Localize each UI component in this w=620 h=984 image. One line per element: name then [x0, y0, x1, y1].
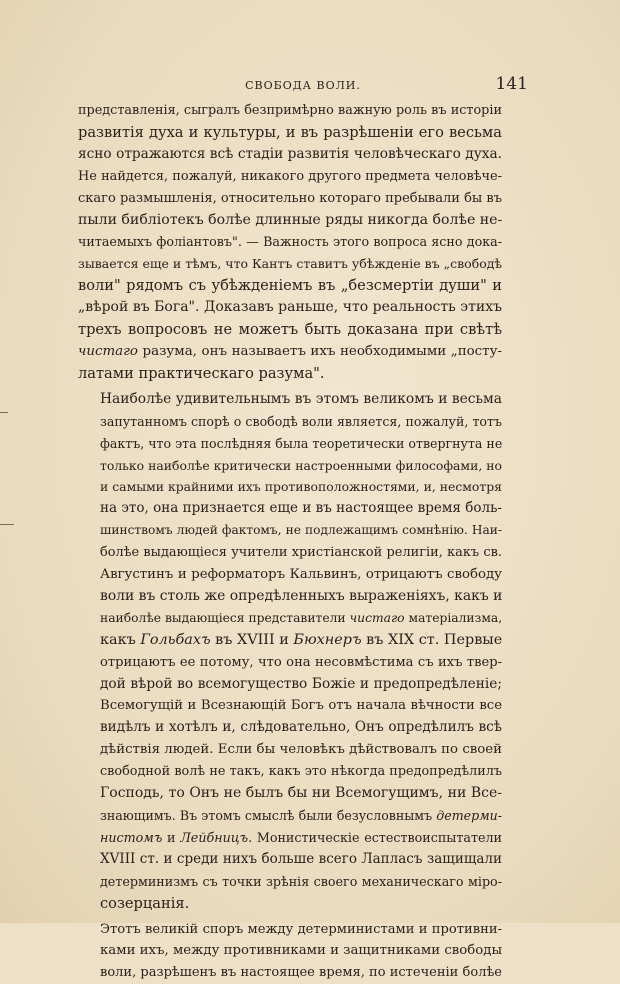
text-line: болѣе выдающіеся учители христіанской религіи, какъ св.: [100, 545, 502, 561]
text-line: созерцанія.: [100, 894, 190, 912]
text-line: Наиболѣе удивительнымъ въ этомъ великомъ и весьма: [100, 390, 502, 407]
text-line: ками ихъ, между противниками и защитниками свободы: [100, 943, 503, 959]
text-line: нистомъ и Лейбницъ. Монистическіе естествоиспытатели: [100, 829, 502, 845]
text-line: фактъ, что эта послѣдняя была теоретически отвергнута не: [100, 435, 503, 451]
text-line: пыли библіотекъ болѣе длинные ряды никогда болѣе не-: [78, 211, 503, 228]
text-line: развитія духа и культуры, и въ разрѣшеніи его весьма: [78, 123, 502, 141]
text-line: на это, она признается еще и въ настоящее время боль-: [100, 500, 502, 517]
running-title: СВОБОДА ВОЛИ.: [245, 79, 361, 92]
text-line: наиболѣе выдающіеся представители чистаго матеріализма,: [100, 610, 503, 625]
paragraph-2: [78, 389, 502, 915]
text-line: шинствомъ людей фактомъ, не подлежащимъ сомнѣнію. Наи-: [100, 523, 502, 538]
text-line: XVIII ст. и среди нихъ больше всего Лапласъ защищали: [100, 850, 502, 867]
text-line: воли" рядомъ съ убѣжденіемъ въ „безсмертіи души" и: [78, 277, 502, 295]
text-line: Этотъ великій споръ между детерминистами и противни-: [100, 921, 502, 937]
margin-mark: [0, 412, 8, 413]
margin-mark: [0, 524, 14, 525]
text-line: запутанномъ спорѣ о свободѣ воли является, пожалуй, тотъ: [100, 413, 502, 429]
text-line: видѣлъ и хотѣлъ и, слѣдовательно, Онъ опредѣлилъ всѣ: [100, 719, 502, 736]
body-text: [78, 100, 502, 984]
text-line: читаемыхъ фоліантовъ". — Важность этого вопроса ясно дока-: [78, 234, 502, 250]
text-line: знающимъ. Въ этомъ смыслѣ были безусловнымъ детерми-: [100, 808, 502, 823]
text-line: и самыми крайними ихъ противоположностями, и, несмотря: [100, 479, 502, 495]
text-line: воли въ столь же опредѣленныхъ выраженіяхъ, какъ и: [100, 587, 503, 604]
text-line: Не найдется, пожалуй, никакого другого предмета человѣче-: [78, 168, 502, 184]
text-line: представленія, сыгралъ безпримѣрно важную роль въ исторіи: [78, 103, 502, 118]
text-line: зывается еще и тѣмъ, что Кантъ ставитъ убѣжденіе въ „свободѣ: [78, 256, 502, 272]
text-line: скаго размышленія, относительно котораго пребывали бы въ: [78, 190, 502, 206]
text-line: Всемогущій и Всезнающій Богъ отъ начала вѣчности все: [100, 698, 502, 714]
text-line: чистаго разума, онъ называетъ ихъ необходимыми „посту-: [78, 343, 502, 359]
paragraph-1: [78, 100, 502, 385]
text-line: Господь, то Онъ не былъ бы ни Всемогущимъ, ни Все-: [100, 785, 502, 802]
text-line: свободной волѣ не такъ, какъ это нѣкогда предопредѣлилъ: [100, 764, 502, 780]
text-line: только наиболѣе критически настроенными философами, но: [100, 457, 502, 473]
text-line: воли, разрѣшенъ въ настоящее время, по истеченіи болѣе: [100, 965, 502, 981]
text-line: дѣйствія людей. Если бы человѣкъ дѣйствовалъ по своей: [100, 742, 502, 758]
text-line: латами практическаго разума".: [78, 364, 325, 382]
text-line: „вѣрой въ Бога". Доказавъ раньше, что реальность этихъ: [78, 299, 502, 316]
text-line: отрицаютъ ее потому, что она несовмѣстима съ ихъ твер-: [100, 654, 502, 670]
text-line: какъ Гольбахъ въ XVIII и Бюхнеръ въ XIX ст. Первые: [100, 631, 503, 648]
paragraph-3: [78, 919, 502, 984]
text-line: детерминизмъ съ точки зрѣнія своего механическаго міро-: [100, 873, 502, 889]
text-line: трехъ вопросовъ не можетъ быть доказана при свѣтѣ: [78, 321, 502, 339]
page-number: 141: [495, 74, 528, 94]
page-header: [78, 74, 528, 98]
text-line: дой вѣрой во всемогущество Божіе и предопредѣленіе;: [100, 675, 502, 692]
text-line: ясно отражаются всѣ стадіи развитія человѣческаго духа.: [78, 145, 502, 162]
text-line: Августинъ и реформаторъ Кальвинъ, отрицаютъ свободу: [100, 567, 502, 583]
